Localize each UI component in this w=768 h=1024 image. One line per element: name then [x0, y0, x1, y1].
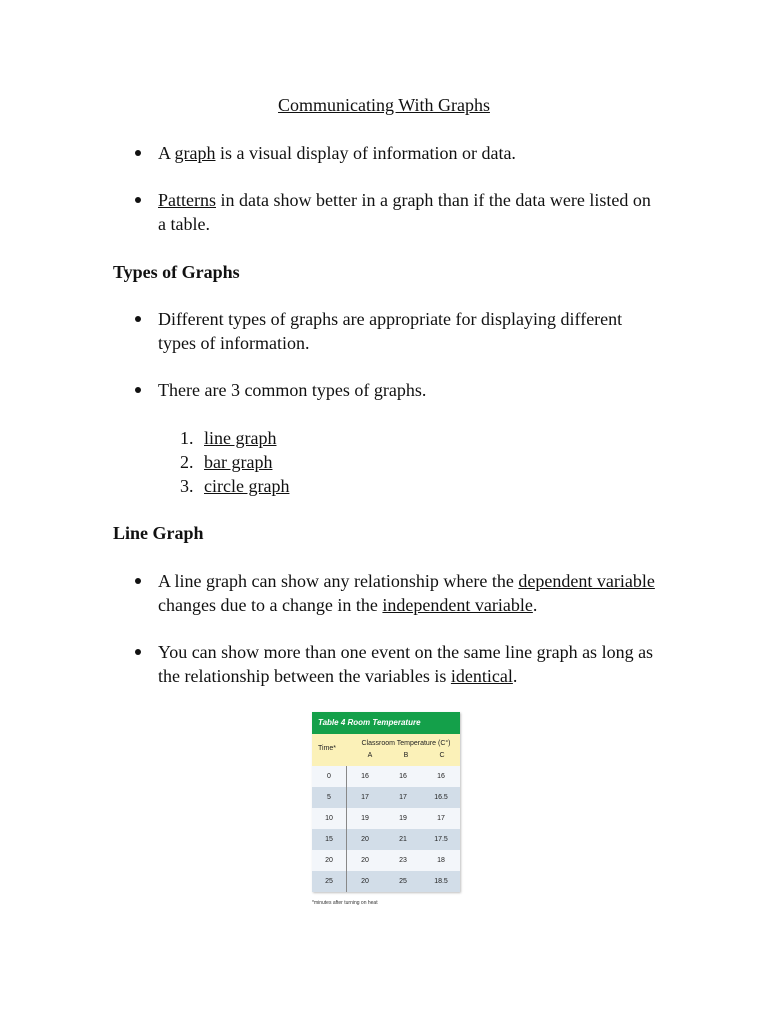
column-header: B: [403, 752, 409, 759]
graph-types-list: [180, 426, 289, 498]
list-item: [180, 450, 289, 474]
time-cell: 10: [325, 815, 333, 822]
list-number: 1.: [180, 428, 194, 448]
bullet-text: .: [512, 666, 518, 686]
term-identical: identical: [450, 666, 513, 686]
list-label: circle graph: [204, 476, 290, 496]
group-header: Classroom Temperature (C°): [361, 740, 451, 747]
table-row: [312, 850, 460, 871]
list-item: [180, 426, 289, 450]
bullet-text: You can show more than one event on the same line graph as long as the relationship between the variables is: [158, 642, 654, 686]
table-cell: 17.5: [434, 836, 448, 843]
table-cell: 20: [361, 836, 369, 843]
table-row: [312, 766, 460, 787]
time-cell: 5: [327, 794, 331, 801]
table-cell: 25: [399, 878, 407, 885]
term-patterns: Patterns: [158, 190, 216, 210]
bullet-line-graph-relationship: [158, 569, 658, 617]
bullet-text: A: [158, 143, 175, 163]
room-temperature-table: [312, 712, 460, 892]
table-cell: 16: [399, 773, 407, 780]
page-title: Communicating With Graphs: [278, 95, 490, 115]
bullet-text: in data show better in a graph than if the data were listed on a table.: [158, 190, 651, 234]
bullet-text: changes due to a change in the: [158, 595, 383, 615]
list-number: 3.: [180, 476, 194, 496]
table-cell: 20: [361, 857, 369, 864]
bullet-graph-definition: [158, 141, 658, 165]
column-header: A: [367, 752, 373, 759]
bullet-patterns: [158, 188, 658, 236]
table-row: [312, 787, 460, 808]
time-cell: 15: [325, 836, 333, 843]
bullet-multiple-events: [158, 640, 658, 688]
table-header: [312, 734, 460, 766]
list-label: line graph: [204, 428, 277, 448]
table-cell: 21: [399, 836, 407, 843]
table-cell: 16: [361, 773, 369, 780]
time-header: Time*: [318, 745, 337, 752]
table-body: [312, 766, 460, 892]
time-cell: 0: [327, 773, 331, 780]
time-cell: 25: [325, 878, 333, 885]
table-cell: 20: [361, 878, 369, 885]
table-row: [312, 808, 460, 829]
table-footnote: *minutes after turning on heat: [312, 900, 378, 906]
list-label: bar graph: [204, 452, 273, 472]
term-dependent-variable: dependent variable: [518, 571, 655, 591]
bullet-three-types: There are 3 common types of graphs.: [158, 378, 658, 402]
term-graph: graph: [174, 143, 216, 163]
list-item: [180, 474, 289, 498]
table-cell: 17: [361, 794, 369, 801]
table-row: [312, 829, 460, 850]
column-headers: [352, 752, 460, 759]
table-cell: 16: [437, 773, 445, 780]
table-cell: 19: [361, 815, 369, 822]
heading-line-graph: Line Graph: [113, 523, 204, 543]
bullet-text: is a visual display of information or data.: [215, 143, 516, 163]
column-header: C: [439, 752, 445, 759]
time-cell: 20: [325, 857, 333, 864]
list-number: 2.: [180, 452, 194, 472]
table-cell: 23: [399, 857, 407, 864]
heading-types-of-graphs: Types of Graphs: [113, 262, 240, 282]
table-title: Table 4 Room Temperature: [312, 712, 460, 734]
table-cell: 17: [399, 794, 407, 801]
bullet-text: A line graph can show any relationship where the: [158, 571, 519, 591]
table-cell: 16.5: [434, 794, 448, 801]
table-cell: 19: [399, 815, 407, 822]
bullet-different-types: Different types of graphs are appropriate for displaying different types of information.: [158, 307, 658, 355]
table-cell: 18: [437, 857, 445, 864]
table-cell: 18.5: [434, 878, 448, 885]
table-divider: [346, 766, 347, 892]
table-row: [312, 871, 460, 892]
table-cell: 17: [437, 815, 445, 822]
bullet-text: .: [532, 595, 538, 615]
term-independent-variable: independent variable: [382, 595, 533, 615]
